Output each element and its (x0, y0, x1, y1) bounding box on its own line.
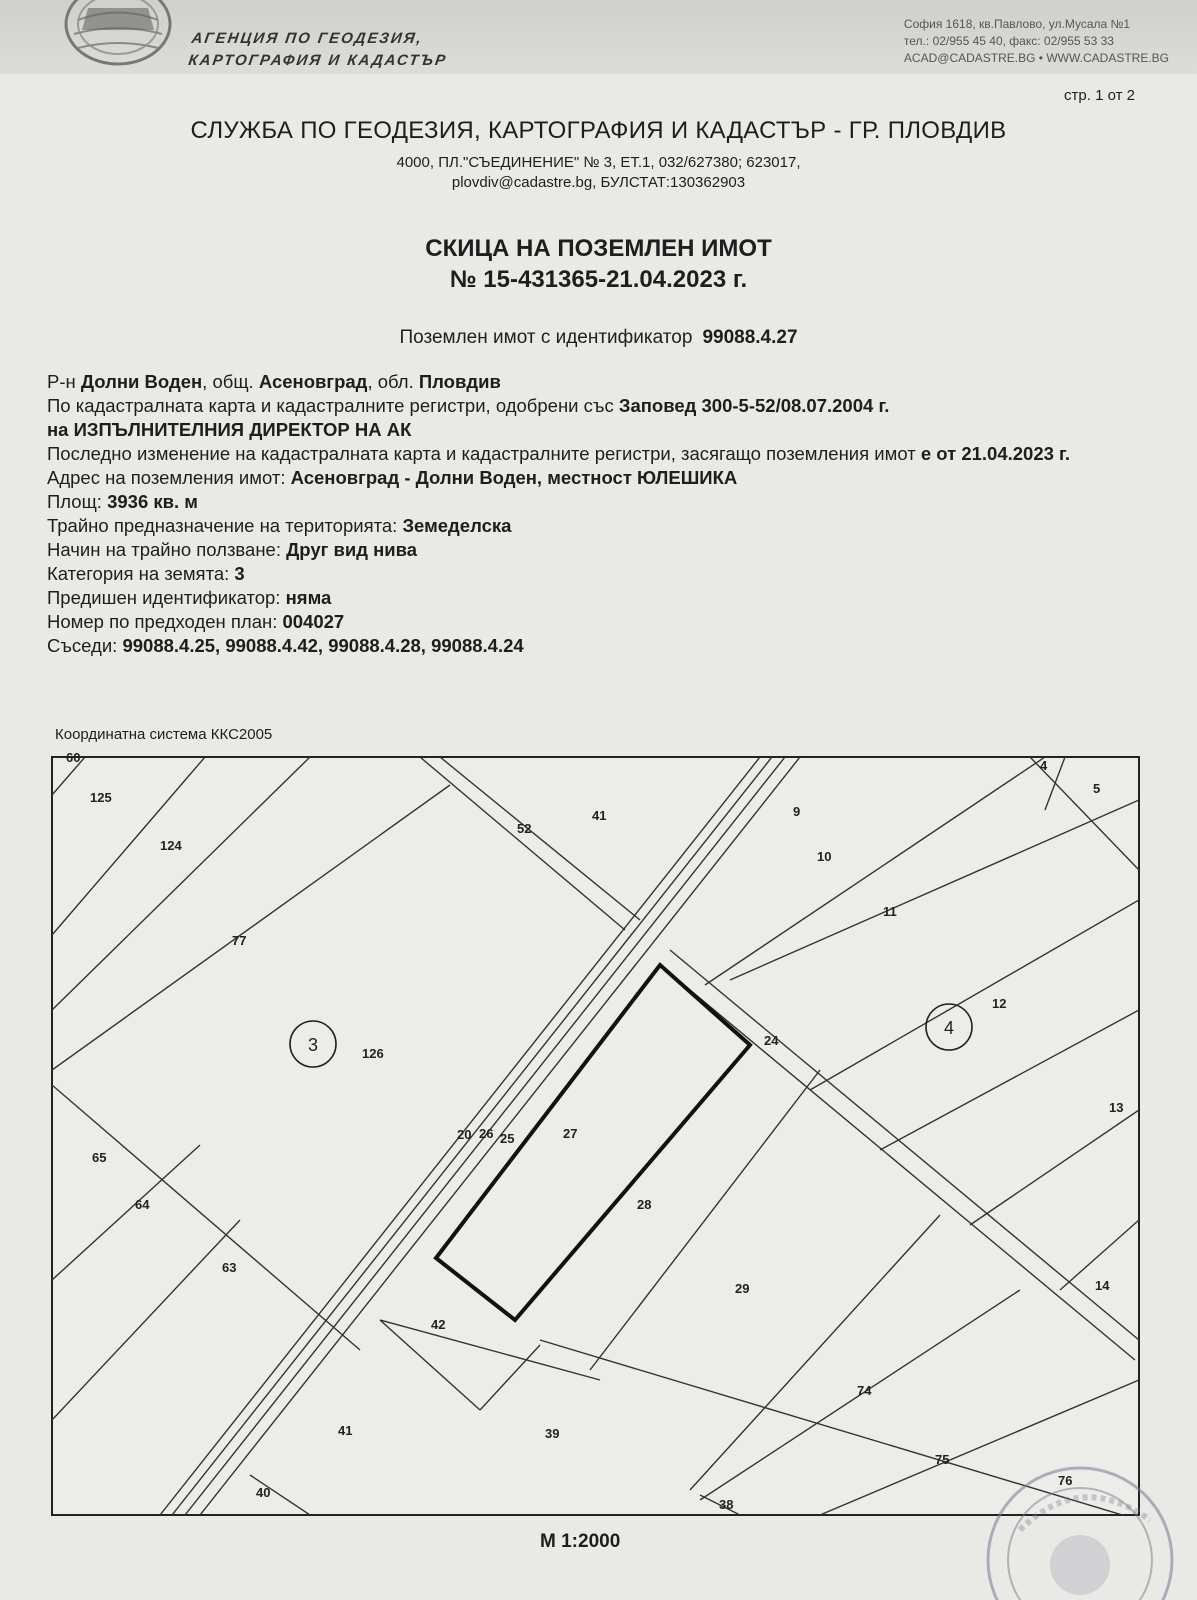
contact-phone: тел.: 02/955 45 40, факс: 02/955 53 33 (903, 34, 1114, 48)
address-label: Адрес на поземления имот: (47, 467, 291, 488)
office-address (0, 153, 1197, 193)
parcel-label: 9 (793, 804, 801, 819)
contact-address: София 1618, кв.Павлово, ул.Мусала №1 (903, 17, 1131, 31)
purpose-line (47, 514, 1167, 538)
prev-plan-line (47, 610, 1167, 634)
usage-line (47, 538, 1167, 562)
prev-id-label: Предишен идентификатор: (47, 587, 286, 608)
approval-line (47, 394, 1167, 418)
parcel-label: 41 (338, 1423, 353, 1438)
document-title-text: СКИЦА НА ПОЗЕМЛЕН ИМОТ (425, 235, 772, 262)
parcel-label: 5 (1093, 781, 1101, 796)
area-value: 3936 кв. м (107, 491, 198, 512)
office-address-line1: 4000, ПЛ."СЪЕДИНЕНИЕ" № 3, ЕТ.1, 032/627380; 623017, (396, 154, 801, 171)
neighbors-line (47, 634, 1167, 658)
parcel-label: 76 (1058, 1473, 1073, 1488)
identifier-label: Поземлен имот с идентификатор (399, 327, 693, 348)
svg-text:4: 4 (943, 1018, 955, 1038)
area-label: Площ: (47, 491, 108, 512)
prev-id-value: няма (285, 587, 332, 608)
prev-plan-value: 004027 (282, 611, 345, 632)
parcel-label: 12 (992, 996, 1007, 1011)
neighbors-value: 99088.4.25, 99088.4.42, 99088.4.28, 99088.4.24 (122, 635, 524, 656)
prev-plan-label: Номер по предходен план: (47, 611, 283, 632)
purpose-label: Трайно предназначение на територията: (47, 515, 403, 536)
parcel-label: 27 (563, 1126, 578, 1141)
agency-name-line1: АГЕНЦИЯ ПО ГЕОДЕЗИЯ, (190, 30, 424, 47)
coordinate-system: Координатна система ККС2005 (55, 726, 273, 743)
address-line (47, 466, 1167, 490)
approval-order: Заповед 300-5-52/08.07.2004 г. (618, 395, 890, 416)
location-line (47, 370, 1167, 394)
purpose-value: Земеделска (402, 515, 512, 536)
parcel-label: 28 (637, 1197, 652, 1212)
parcel-label: 77 (232, 933, 247, 948)
svg-text:3: 3 (307, 1035, 319, 1055)
area-line (47, 490, 1167, 514)
parcel-label: 75 (935, 1452, 950, 1467)
parcel-label: 11 (883, 904, 897, 919)
municipality-prefix: , общ. (202, 371, 259, 392)
parcel-label: 14 (1095, 1278, 1110, 1293)
parcel-label: 63 (222, 1260, 237, 1275)
parcel-label: 10 (817, 849, 832, 864)
office-address-line2: plovdiv@cadastre.bg, БУЛСТАТ:130362903 (451, 174, 746, 191)
parcel-label: 20 (457, 1127, 472, 1142)
parcel-label: 26 (479, 1126, 494, 1141)
agency-logo (58, 0, 178, 72)
address-value: Асеновград - Долни Воден, местност ЮЛЕШИКА (290, 467, 738, 488)
contact-web: ACAD@CADASTRE.BG • WWW.CADASTRE.BG (903, 51, 1169, 65)
identifier-line (0, 327, 1197, 349)
map-scale: М 1:2000 (540, 1531, 621, 1552)
last-change-prefix: Последно изменение на кадастралната карта и кадастралните регистри, засягащо поземления имот (47, 443, 921, 464)
region-value: Долни Воден (80, 371, 203, 392)
identifier-value: 99088.4.27 (702, 327, 798, 348)
province-value: Пловдив (418, 371, 501, 392)
neighbors-label: Съседи: (47, 635, 123, 656)
approval-by-line (47, 418, 1167, 442)
parcel-label: 74 (857, 1383, 872, 1398)
approval-prefix: По кадастралната карта и кадастралните регистри, одобрени със (47, 395, 619, 416)
parcel-label: 4 (1040, 758, 1048, 773)
parcel-label: 52 (517, 821, 532, 836)
parcel-label: 13 (1109, 1100, 1124, 1115)
parcel-label: 126 (362, 1046, 384, 1061)
approval-by: на ИЗПЪЛНИТЕЛНИЯ ДИРЕКТОР НА АК (47, 419, 412, 440)
parcel-label: 64 (135, 1197, 150, 1212)
province-prefix: , обл. (367, 371, 419, 392)
office-stamp (960, 1450, 1197, 1600)
last-change-date: е от 21.04.2023 г. (920, 443, 1071, 464)
parcel-label: 29 (735, 1281, 750, 1296)
municipality-value: Асеновград (258, 371, 368, 392)
map-frame (52, 757, 1139, 1515)
category-label: Категория на земята: (47, 563, 235, 584)
parcel-label: 60 (66, 750, 81, 765)
office-title: СЛУЖБА ПО ГЕОДЕЗИЯ, КАРТОГРАФИЯ И КАДАСТЪР - ГР. ПЛОВДИВ (190, 117, 1007, 144)
agency-name (187, 28, 452, 72)
parcel-label: 38 (719, 1497, 734, 1512)
document-title (0, 233, 1197, 295)
usage-label: Начин на трайно ползване: (47, 539, 287, 560)
parcel-label: 40 (256, 1485, 271, 1500)
category-value: 3 (234, 563, 245, 584)
usage-value: Друг вид нива (286, 539, 418, 560)
agency-name-line2: КАРТОГРАФИЯ И КАДАСТЪР (187, 52, 449, 69)
document-number: № 15-431365-21.04.2023 г. (449, 266, 748, 293)
parcel-label: 24 (764, 1033, 779, 1048)
parcel-label: 65 (92, 1150, 107, 1165)
parcel-label: 41 (592, 808, 607, 823)
agency-contact (904, 16, 1169, 67)
parcel-label: 124 (160, 838, 182, 853)
prev-id-line (47, 586, 1167, 610)
last-change-line (47, 442, 1167, 466)
parcel-label: 125 (90, 790, 112, 805)
page-number: стр. 1 от 2 (1064, 87, 1135, 104)
parcel-label: 42 (431, 1317, 446, 1332)
region-prefix: Р-н (47, 371, 81, 392)
parcel-label: 25 (500, 1131, 515, 1146)
property-info (47, 370, 1167, 658)
category-line (47, 562, 1167, 586)
parcel-label: 39 (545, 1426, 560, 1441)
